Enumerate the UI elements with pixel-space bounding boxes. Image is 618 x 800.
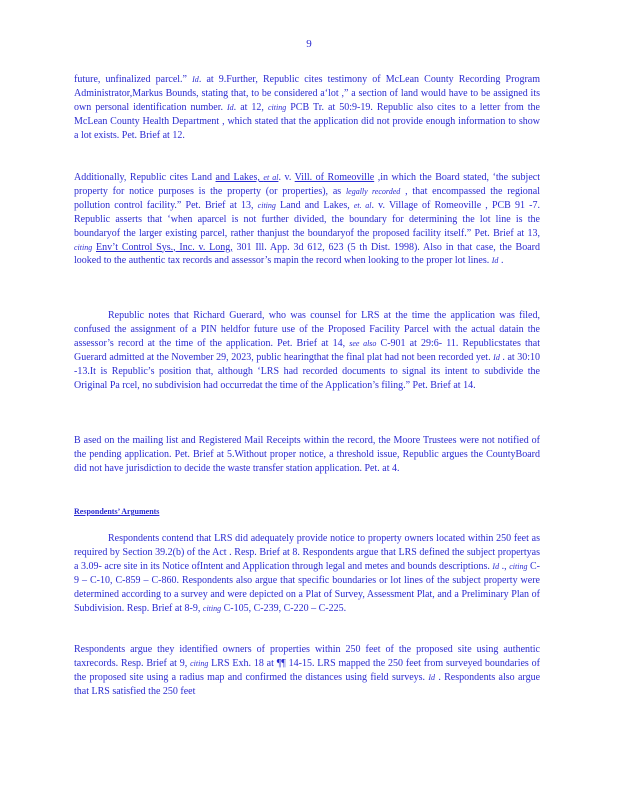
citation-text: Vill. of Romeoville [294,172,375,183]
citation-text [263,172,278,183]
paragraph-text: B ased on the mailing list and Registered Mail Receipts within the record, the Moore Trustees were not notified of the pending application. Pet. Brief at 5.Without proper notice, a threshold issue, Republic argues the CountyBoard did not have jurisdiction to decide the waste transfer station application. Pet. at 4. [74,435,540,474]
paragraph-text: Respondents argue they identified owners of properties within 250 feet of the proposed site using authentic taxrecords. Resp. Brief at 9, [74,644,540,669]
citation-text: citing [509,561,528,571]
paragraph-text: Republic notes that Richard Guerard, who was counsel for LRS at the time the application was filed, confused the assignment of a PIN heldfor future use of the Proposed Facility Parcel with the actual datain the assessor’s record at the time of the application. Pet. Brief at 14, [74,310,540,349]
paragraph-text: future, unfinalized parcel.” [74,74,193,85]
citation-text: et. al [353,200,372,210]
paragraph [74,171,540,268]
paragraph-text: . at 12, [233,101,268,113]
paragraph-text: 301 Ill. App. 3d 612, 623 (5 th Dist. 1998). Also in that case, the Board looked to the authentic tax records and assessor’s mapin the record when looking to the proper lot lines. [74,241,540,267]
citation-text: Id [493,352,500,362]
paragraph [74,532,540,615]
citation-text: citing [190,658,209,668]
paragraph-text: , that encompassed the regional pollution control facility.” Pet. Brief at 13, [74,185,540,211]
citation-text: citing [74,242,93,252]
paragraph-text: . v. Village of Romeoville , PCB 91 -7. Republic asserts that ‘when aparcel is not further divided, the boundary for determining the lot line is the boundaryof the larger existing parcel, rather thanjust the boundaryof the proposed facility itself.” Pet. Brief at 13, [74,199,540,239]
paragraph-text: . at 9.Further, Republic cites testimony of McLean County Recording Program Administrator,Markus Bounds, stating that, to be considered a‘lot ,” a section of land would have to be assigned its own personal identification number. [74,74,540,113]
paragraph-text: . [498,255,504,267]
paragraph-text: C-901 at 29:6- 11. Republicstates that Guerard admitted at the November 29, 2023, public hearingthat the final plat had not been recorded yet. [74,337,540,363]
paragraph-text: . v. [278,172,295,183]
paragraph-text: . Respondents also argue that LRS satisfied the 250 feet [74,671,541,697]
citation-text: citing [257,200,276,210]
paragraph-text: LRS Exh. 18 at ¶¶ 14-15. LRS mapped the 250 feet from surveyed boundaries of the proposed site using a radius map and confirmed the distances using field surveys. [74,657,540,683]
paragraph [74,434,540,476]
paragraph [74,309,540,392]
citation-text: Id [227,102,234,112]
citation-text: Id [428,672,436,682]
paragraph-text: C-105, C-239, C-220 – C-225. [221,602,347,614]
citation-text: Id [491,256,499,266]
citation-text: Id [192,75,199,84]
paragraph-text: ., [499,560,510,572]
citation-text: Env’t Control Sys., Inc. v. Long, [96,241,233,253]
page-number: 9 [306,38,312,50]
paragraph-text: Respondents contend that LRS did adequately provide notice to property owners located within 250 feet as required by Section 39.2(b) of the Act . Resp. Brief at 8. Respondents argue that LRS defined the subject propertyas a 3.09- acre site in its Notice ofIntent and Application through legal and metes and bounds descriptions. [74,533,540,572]
section-heading: Respondents’ Arguments [74,507,160,516]
paragraph-text: Land and Lakes, [275,199,354,211]
citation-text: citing [267,102,287,112]
citation-text: and Lakes, [215,172,264,183]
citation-text: see also [349,338,377,348]
citation-text: Id [492,561,500,571]
paragraph [74,73,540,143]
paragraph-text: Additionally, Republic cites Land [74,172,216,183]
paragraph-text: ,in which the Board stated, ‘the subject property for notice purposes is the property (or properties), as [74,172,540,197]
citation-text: citing [202,603,222,613]
paragraph-text: . at 30:10 -13.It is Republic’s position that, although ‘LRS had recorded documents to signal its intent to subdivide the Original Pa rcel, no subdivision had occurredat the time of the Application’s filing.” Pet. Brief at 14. [74,351,540,391]
paragraph-text: PCB Tr. at 50:9-19. Republic also cites to a letter from the McLean County Health Department , which stated that the application did not provide enough information to show a lot exists. Pet. Brief at 12. [74,101,540,141]
paragraph-text: C-9 – C-10, C-859 – C-860. Respondents also argue that specific boundaries or lot lines of the subject property were determined according to a survey and were depicted on a Plat of Survey, Assessment Plat, and a Preliminary Plan of Subdivision. Resp. Brief at 8-9, [74,560,540,614]
citation-text: legally recorded [345,186,401,196]
citation-text: et al [263,173,279,182]
paragraph [74,643,540,699]
